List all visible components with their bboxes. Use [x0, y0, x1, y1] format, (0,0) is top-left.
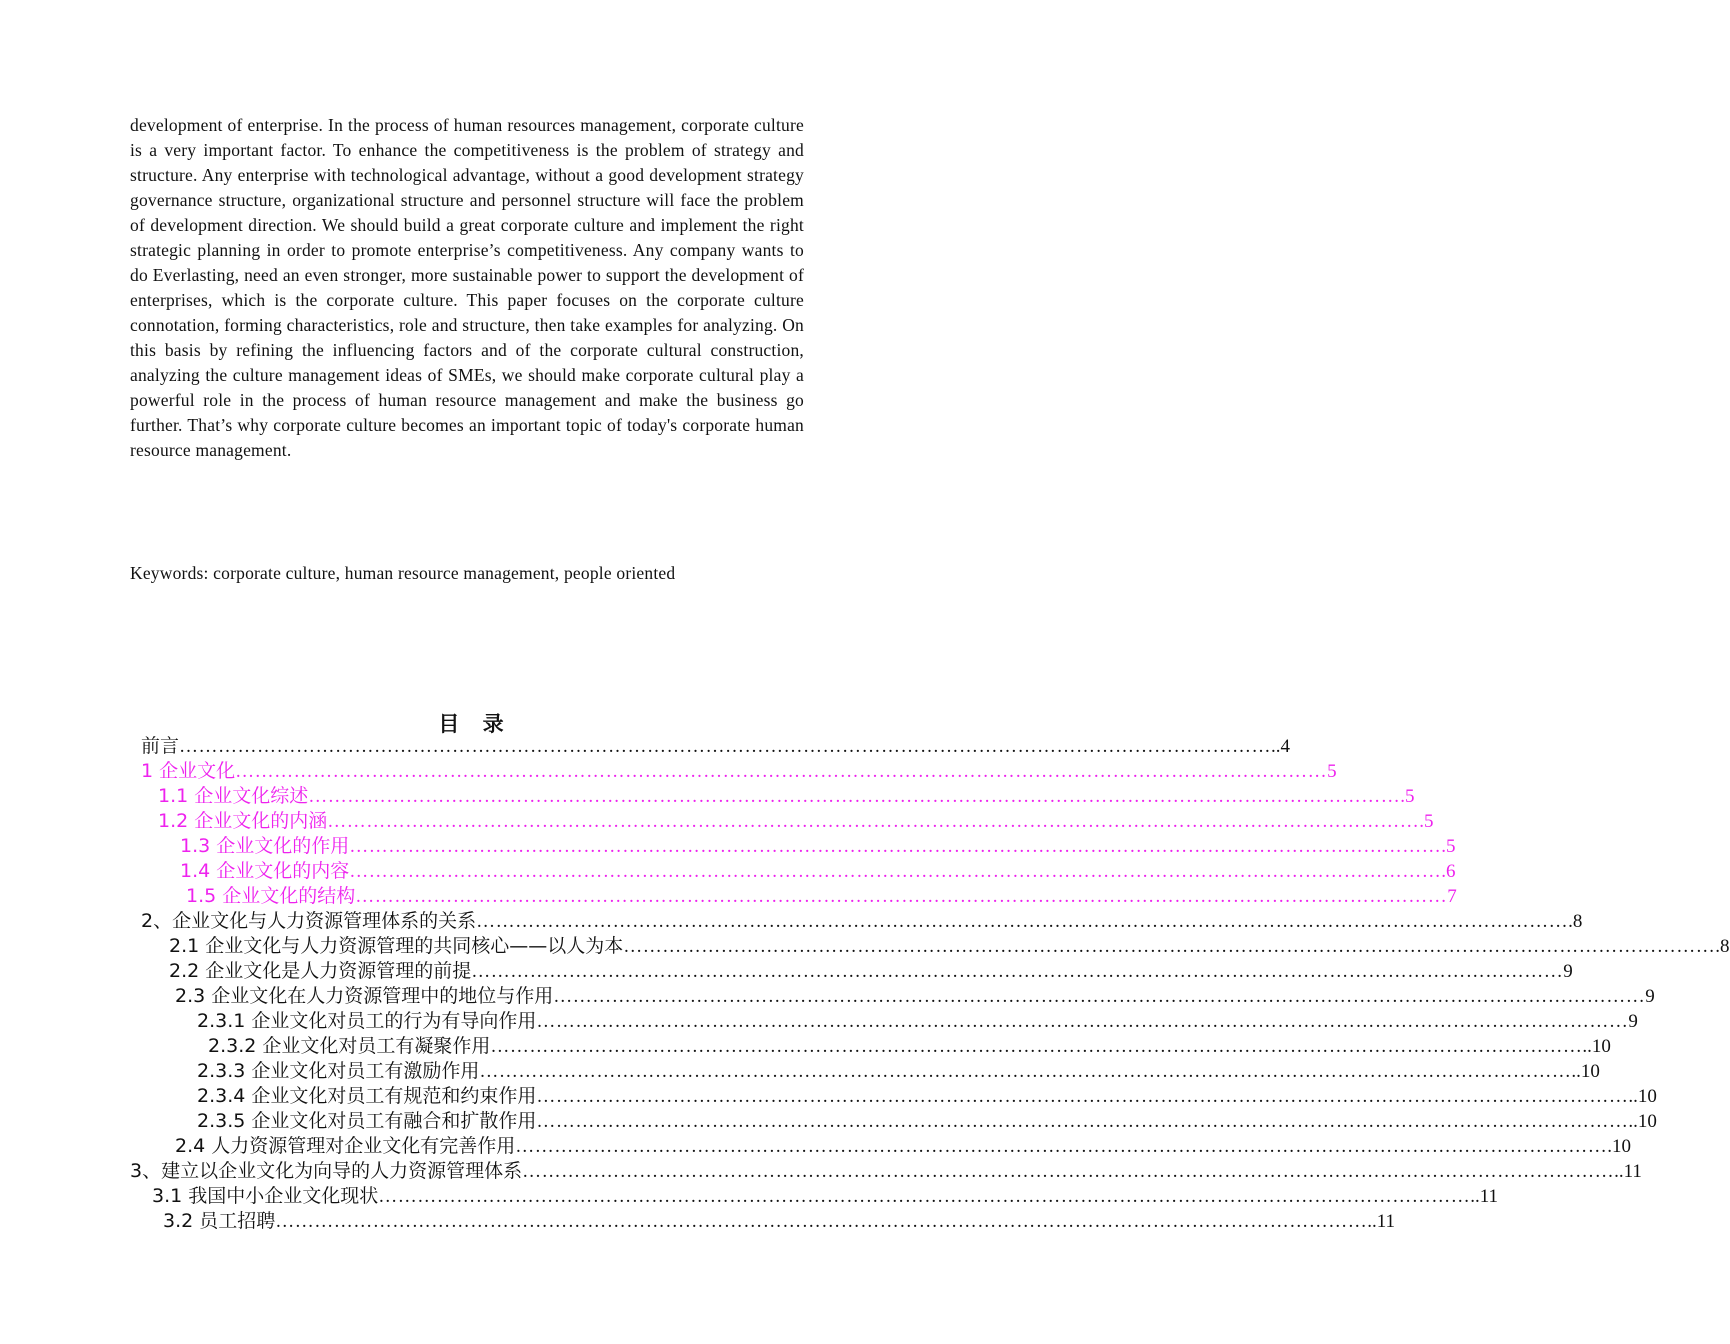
toc-leader-dots: ……………………………………………………………………………………………………………………………………………………	[490, 1036, 1583, 1057]
toc-entry-title: 2.3 企业文化在人力资源管理中的地位与作用	[175, 985, 554, 1007]
toc-entry-page: ..10	[1571, 1061, 1600, 1082]
toc-entry-title: 3.2 员工招聘	[163, 1210, 276, 1232]
toc-entry-page: 9	[1645, 986, 1655, 1007]
toc-leader-dots: ……………………………………………………………………………………………………………………………………………………	[515, 1136, 1608, 1157]
toc-entry-2-3[interactable]	[175, 984, 1655, 1009]
toc-entry-page: ..11	[1470, 1186, 1499, 1207]
toc-entry-title: 1.1 企业文化综述	[158, 785, 309, 807]
toc-leader-dots: ……………………………………………………………………………………………………………………………………………………	[308, 786, 1401, 807]
toc-entry-title: 2.3.2 企业文化对员工有凝聚作用	[208, 1035, 491, 1057]
toc-entry-title: 1.2 企业文化的内涵	[158, 810, 328, 832]
toc-leader-dots: ……………………………………………………………………………………………………………………………………………………	[378, 1186, 1471, 1207]
toc-entry-2-2[interactable]	[169, 959, 1573, 984]
toc-entry-2-1[interactable]	[169, 934, 1730, 959]
toc-entry-2-3-2[interactable]	[208, 1034, 1611, 1059]
toc-leader-dots: ……………………………………………………………………………………………………………………………………………………	[471, 961, 1564, 982]
toc-entry-title: 2.2 企业文化是人力资源管理的前提	[169, 960, 472, 982]
toc-leader-dots: ……………………………………………………………………………………………………………………………………………………	[623, 936, 1716, 957]
toc-entry-page: .10	[1607, 1136, 1632, 1157]
toc-title: 目 录	[438, 712, 512, 736]
toc-entry-page: ..10	[1582, 1036, 1611, 1057]
toc-entry-title: 1.3 企业文化的作用	[180, 835, 350, 857]
toc-leader-dots: ……………………………………………………………………………………………………………………………………………………	[536, 1111, 1629, 1132]
toc-entry-page: .6	[1441, 861, 1456, 882]
toc-entry-title: 2.3.4 企业文化对员工有规范和约束作用	[197, 1085, 537, 1107]
toc-entry-page: .8	[1715, 936, 1730, 957]
toc-entry-2-3-3[interactable]	[197, 1059, 1600, 1084]
keywords-line: Keywords: corporate culture, human resource management, people oriented	[130, 563, 676, 583]
toc-entry-page: ..10	[1628, 1111, 1657, 1132]
toc-entry-page: ..11	[1367, 1211, 1396, 1232]
toc-entry-page: 5	[1327, 761, 1337, 782]
toc-leader-dots: ……………………………………………………………………………………………………………………………………………………	[235, 761, 1328, 782]
toc-leader-dots: ……………………………………………………………………………………………………………………………………………………	[275, 1211, 1368, 1232]
toc-entry-page: 9	[1628, 1011, 1638, 1032]
toc-leader-dots: ……………………………………………………………………………………………………………………………………………………	[476, 911, 1569, 932]
toc-entry-2[interactable]	[141, 909, 1583, 934]
toc-leader-dots: ……………………………………………………………………………………………………………………………………………………	[536, 1011, 1629, 1032]
toc-entry-1-3[interactable]	[180, 834, 1456, 859]
toc-entry-2-4[interactable]	[175, 1134, 1632, 1159]
toc-entry-title: 前言	[141, 735, 180, 757]
toc-entry-page: .5	[1419, 811, 1434, 832]
toc-entry-page: .5	[1400, 786, 1415, 807]
toc-leader-dots: ……………………………………………………………………………………………………………………………………………………	[536, 1086, 1629, 1107]
toc-leader-dots: ……………………………………………………………………………………………………………………………………………………	[327, 811, 1420, 832]
toc-leader-dots: ……………………………………………………………………………………………………………………………………………………	[349, 861, 1442, 882]
toc-entry-1-5[interactable]	[186, 884, 1457, 909]
toc-leader-dots: ……………………………………………………………………………………………………………………………………………………	[479, 1061, 1572, 1082]
toc-entry-3-1[interactable]	[152, 1184, 1499, 1209]
toc-entry-title: 1 企业文化	[141, 760, 236, 782]
toc-entry-title: 2.4 人力资源管理对企业文化有完善作用	[175, 1135, 516, 1157]
toc-entry-title: 1.4 企业文化的内容	[180, 860, 350, 882]
toc-entry-1-1[interactable]	[158, 784, 1415, 809]
toc-entry-preface[interactable]	[141, 734, 1291, 759]
toc-entry-page: .8	[1568, 911, 1583, 932]
toc-entry-title: 2、企业文化与人力资源管理体系的关系	[141, 910, 477, 932]
toc-entry-title: 2.3.1 企业文化对员工的行为有导向作用	[197, 1010, 537, 1032]
toc-entry-title: 3、建立以企业文化为向导的人力资源管理体系	[130, 1160, 523, 1182]
toc-entry-page: .5	[1441, 836, 1456, 857]
toc-entry-1[interactable]	[141, 759, 1337, 784]
toc-entry-title: 2.3.3 企业文化对员工有激励作用	[197, 1060, 480, 1082]
toc-leader-dots: ……………………………………………………………………………………………………………………………………………………	[355, 886, 1448, 907]
toc-entry-page: ..4	[1271, 736, 1291, 757]
toc-entry-title: 1.5 企业文化的结构	[186, 885, 356, 907]
toc-leader-dots: ……………………………………………………………………………………………………………………………………………………	[522, 1161, 1615, 1182]
toc-entry-1-4[interactable]	[180, 859, 1456, 884]
toc-entry-2-3-4[interactable]	[197, 1084, 1657, 1109]
toc-leader-dots: ……………………………………………………………………………………………………………………………………………………	[553, 986, 1646, 1007]
toc-entry-title: 2.1 企业文化与人力资源管理的共同核心——以人为本	[169, 935, 624, 957]
abstract-paragraph: development of enterprise. In the process of human resources management, corporate culture is a very important factor. To enhance the competitiveness is the problem of strategy and structure. Any enterprise with technological advantage, without a good development strategy governance structure, organizational structure and personnel structure will face the problem of development direction. We should build a great corporate culture and implement the right strategic planning in order to promote enterprise’s competitiveness. Any company wants to do Everlasting, need an even stronger, more sustainable power to support the development of enterprises, which is the corporate culture. This paper focuses on the corporate culture connotation, forming characteristics, role and structure, then take examples for analyzing. On this basis by refining the influencing factors and of the corporate cultural construction, analyzing the culture management ideas of SMEs, we should make corporate cultural play a powerful role in the process of human resource management and make the business go further. That’s why corporate culture becomes an important topic of today's corporate human resource management.	[130, 115, 804, 460]
toc-entry-title: 3.1 我国中小企业文化现状	[152, 1185, 379, 1207]
toc-leader-dots: ……………………………………………………………………………………………………………………………………………………	[179, 736, 1272, 757]
toc-entry-1-2[interactable]	[158, 809, 1434, 834]
toc-entry-page: 7	[1447, 886, 1457, 907]
toc-entry-3-2[interactable]	[163, 1209, 1396, 1234]
toc-entry-page: ..10	[1628, 1086, 1657, 1107]
toc-entry-2-3-5[interactable]	[197, 1109, 1657, 1134]
toc-entry-title: 2.3.5 企业文化对员工有融合和扩散作用	[197, 1110, 537, 1132]
toc-entry-page: ..11	[1614, 1161, 1642, 1182]
toc-entry-2-3-1[interactable]	[197, 1009, 1638, 1034]
toc-leader-dots: ……………………………………………………………………………………………………………………………………………………	[349, 836, 1442, 857]
toc-entry-3[interactable]	[130, 1159, 1642, 1184]
toc-entry-page: 9	[1563, 961, 1573, 982]
